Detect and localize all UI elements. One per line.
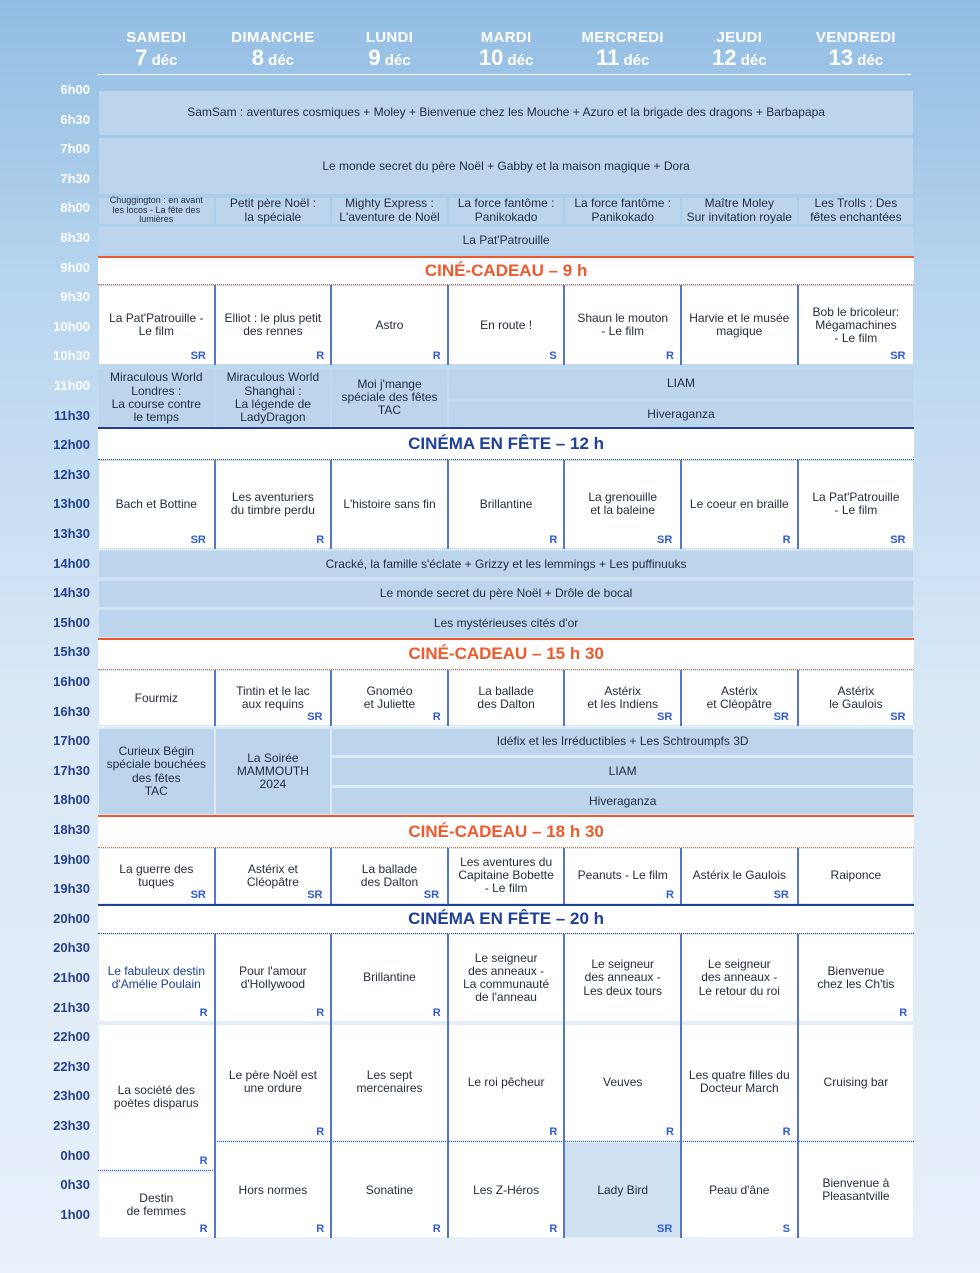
program-cell[interactable]: Le seigneur des anneaux - La communauté de l'anneau <box>449 935 564 1022</box>
time-label: 16h30 <box>53 703 90 719</box>
rating-badge-r: R <box>432 711 441 724</box>
program-cell[interactable]: Sonatine <box>332 1143 447 1237</box>
column-divider <box>447 848 449 904</box>
rating-badge-sr: SR <box>657 533 673 546</box>
program-cell[interactable]: Cruising bar <box>799 1025 914 1140</box>
program-cell[interactable]: La force fantôme : Panikokado <box>565 198 680 224</box>
rating-badge-r: R <box>316 1007 325 1020</box>
program-cell[interactable]: Astérix et les Indiens <box>565 671 680 725</box>
column-divider <box>330 670 332 726</box>
column-divider <box>447 670 449 726</box>
banner-title: CINÉ-CADEAU – 15 h 30 <box>98 638 914 671</box>
program-cell[interactable]: Les aventuriers du timbre perdu <box>216 461 331 548</box>
day-month: déc <box>380 52 411 69</box>
time-label: 13h30 <box>53 526 90 541</box>
day-month: déc <box>853 52 884 69</box>
rating-badge-s: S <box>549 350 557 363</box>
rating-badge-r: R <box>666 350 674 363</box>
program-cell[interactable]: Le seigneur des anneaux - Le retour du roi <box>682 935 797 1022</box>
rating-badge-sr: SR <box>190 350 206 363</box>
time-label: 17h30 <box>53 762 90 778</box>
program-cell[interactable]: La guerre des tuques <box>99 849 214 903</box>
day-name: LUNDI <box>365 29 414 46</box>
program-cell[interactable]: Astérix le Gaulois <box>799 671 914 725</box>
time-label: 20h30 <box>53 940 90 956</box>
rating-badge-sr: SR <box>190 889 206 901</box>
column-divider <box>680 285 682 365</box>
program-cell[interactable]: Veuves <box>565 1025 680 1140</box>
day-date <box>681 47 798 69</box>
column-divider <box>214 934 216 1239</box>
program-cell[interactable]: Miraculous World Londres : La course contre le temps <box>99 369 214 426</box>
rating-badge-r: R <box>432 1007 441 1020</box>
day-month: déc <box>736 52 767 69</box>
day-date <box>564 47 681 69</box>
day-date <box>448 47 565 69</box>
program-cell[interactable]: Les quatre filles du Docteur March <box>682 1025 797 1140</box>
time-label: 6h30 <box>60 111 90 127</box>
time-label: 10h00 <box>53 318 90 334</box>
column-divider <box>680 460 682 549</box>
time-label: 12h30 <box>53 466 90 482</box>
time-label: 13h00 <box>53 496 90 512</box>
time-label: 22h00 <box>53 1029 90 1045</box>
time-label: 12h00 <box>53 437 90 453</box>
program-span[interactable]: La Pat'Patrouille <box>99 227 913 253</box>
column-divider <box>330 934 332 1239</box>
day-month: déc <box>264 52 295 69</box>
rating-badge-r: R <box>549 533 558 546</box>
program-cell[interactable]: La force fantôme : Panikokado <box>449 198 564 224</box>
day-name: SAMEDI <box>126 29 187 46</box>
program-cell[interactable]: La Pat'Patrouille - Le film <box>799 461 914 548</box>
column-divider <box>563 285 565 365</box>
column-divider <box>214 460 216 549</box>
program-span[interactable]: Le monde secret du père Noël + Drôle de bocal <box>99 581 913 607</box>
column-divider <box>797 285 799 365</box>
time-label: 14h30 <box>53 585 90 601</box>
program-cell[interactable]: Bienvenue à Pleasantville <box>799 1143 914 1237</box>
program-span[interactable]: Le monde secret du père Noël + Gabby et la maison magique + Dora <box>99 138 913 194</box>
day-number: 9 <box>368 45 381 70</box>
program-cell[interactable]: Chuggington : en avant les locos - La fête des lumières <box>99 198 214 224</box>
rating-badge-r: R <box>782 533 791 546</box>
day-header <box>215 30 332 69</box>
column-divider <box>330 848 332 904</box>
program-cell[interactable]: Peau d'âne <box>682 1143 797 1237</box>
column-divider <box>680 848 682 904</box>
rating-badge-sr: SR <box>890 350 906 363</box>
rating-badge-sr: SR <box>307 711 323 724</box>
time-label: 1h00 <box>60 1206 90 1222</box>
program-cell[interactable]: Harvie et le musée magique <box>682 286 797 364</box>
time-label: 14h00 <box>53 555 90 571</box>
time-label: 16h00 <box>53 674 90 689</box>
column-divider <box>563 848 565 904</box>
dotted-separator <box>98 1170 215 1171</box>
rating-badge-sr: SR <box>890 533 906 546</box>
day-month: déc <box>147 52 178 69</box>
rating-badge-sr: SR <box>423 889 440 901</box>
day-header <box>331 30 448 69</box>
rating-badge-r: R <box>549 1223 558 1236</box>
banner-title: CINÉMA EN FÊTE – 12 h <box>98 427 914 460</box>
day-month: déc <box>503 52 534 69</box>
banner-title: CINÉ-CADEAU – 18 h 30 <box>98 815 914 848</box>
time-label: 8h00 <box>60 200 90 216</box>
day-number: 12 <box>712 45 737 70</box>
column-divider <box>214 670 216 726</box>
time-label: 20h00 <box>53 910 90 926</box>
rating-badge-sr: SR <box>307 889 323 901</box>
day-name: MERCREDI <box>581 29 664 46</box>
day-header <box>98 30 215 69</box>
time-label: 0h00 <box>60 1147 90 1163</box>
time-label: 18h00 <box>53 792 90 808</box>
rating-badge-sr: SR <box>773 889 789 901</box>
time-label: 10h30 <box>53 348 90 364</box>
program-cell[interactable]: Hors normes <box>216 1143 331 1237</box>
program-cell[interactable]: Les Z-Héros <box>449 1143 564 1237</box>
day-number: 7 <box>135 45 148 70</box>
program-cell[interactable]: Brillantine <box>332 935 447 1022</box>
rating-badge-r: R <box>199 1155 208 1168</box>
program-cell[interactable]: En route ! <box>449 286 564 364</box>
day-date <box>215 47 332 69</box>
program-cell[interactable]: Curieux Bégin spéciale bouchées des fêtes TAC <box>99 729 214 814</box>
day-number: 11 <box>596 45 620 70</box>
program-cell[interactable]: Astérix le Gaulois <box>682 849 797 903</box>
rating-badge-r: R <box>666 1125 674 1138</box>
program-cell[interactable]: Gnoméo et Juliette <box>332 671 447 725</box>
column-divider <box>680 670 682 726</box>
time-label: 18h30 <box>53 822 90 837</box>
program-cell[interactable]: Raiponce <box>799 849 914 903</box>
program-span[interactable]: Cracké, la famille s'éclate + Grizzy et les lemmings + Les puffinuuks <box>99 551 913 577</box>
time-label: 17h00 <box>53 733 90 749</box>
program-cell[interactable]: La Pat'Patrouille - Le film <box>99 286 214 364</box>
banner-title: CINÉ-CADEAU – 9 h <box>98 256 914 286</box>
program-span[interactable]: Hiveraganza <box>332 788 913 814</box>
column-divider <box>563 670 565 726</box>
rating-badge-sr: SR <box>190 533 206 546</box>
column-divider <box>563 934 565 1239</box>
day-month: déc <box>619 52 650 69</box>
program-cell[interactable]: Petit père Noël : la spéciale <box>216 198 331 224</box>
day-header <box>564 30 681 69</box>
program-cell[interactable]: Maître Moley Sur invitation royale <box>682 198 797 224</box>
program-cell[interactable]: Bienvenue chez les Ch'tis <box>799 935 914 1022</box>
time-label: 11h00 <box>53 378 90 393</box>
program-cell[interactable]: Brillantine <box>449 461 564 548</box>
program-cell[interactable]: La grenouille et la baleine <box>565 461 680 548</box>
program-cell[interactable]: La ballade des Dalton <box>449 671 564 725</box>
program-cell[interactable]: Les sept mercenaires <box>332 1025 447 1140</box>
day-number: 8 <box>251 45 264 70</box>
program-cell[interactable]: L'histoire sans fin <box>332 461 447 548</box>
time-label: 23h30 <box>53 1118 90 1133</box>
dotted-separator <box>98 726 914 727</box>
program-cell[interactable]: Le roi pêcheur <box>449 1025 564 1140</box>
day-number: 13 <box>828 45 854 70</box>
column-divider <box>447 934 449 1239</box>
program-cell[interactable]: Bach et Bottine <box>99 461 214 548</box>
rating-badge-sr: SR <box>890 711 906 724</box>
program-cell[interactable]: La Soirée MAMMOUTH 2024 <box>216 729 331 814</box>
program-cell[interactable]: Bob le bricoleur: Mégamachines - Le film <box>799 286 914 364</box>
day-name: MARDI <box>480 29 532 46</box>
program-cell[interactable]: Destin de femmes <box>99 1173 214 1238</box>
program-cell[interactable]: Le fabuleux destin d'Amélie Poulain <box>99 935 214 1022</box>
time-label: 7h00 <box>60 141 90 157</box>
rating-badge-sr: SR <box>657 1223 673 1236</box>
program-cell[interactable]: Le père Noël est une ordure <box>216 1025 331 1140</box>
program-cell[interactable]: Les Trolls : Des fêtes enchantées <box>799 198 914 224</box>
day-header <box>681 30 798 69</box>
program-cell[interactable]: Astérix et Cléopâtre <box>216 849 331 903</box>
rating-badge-s: S <box>782 1223 790 1236</box>
program-cell[interactable]: La ballade des Dalton <box>332 849 447 903</box>
rating-badge-r: R <box>316 1223 325 1236</box>
column-divider <box>330 285 332 365</box>
day-name: VENDREDI <box>815 29 896 46</box>
day-header <box>798 30 915 69</box>
program-cell[interactable]: Pour l'amour d'Hollywood <box>216 935 331 1022</box>
program-span[interactable]: LIAM <box>332 758 913 784</box>
program-cell[interactable]: Tintin et le lac aux requins <box>216 671 331 725</box>
rating-badge-r: R <box>432 350 441 363</box>
program-cell[interactable]: Miraculous World Shanghai : La légende de LadyDragon <box>216 369 331 426</box>
rating-badge-sr: SR <box>657 711 673 724</box>
rating-badge-r: R <box>316 350 325 363</box>
time-label: 15h30 <box>53 644 90 660</box>
time-label: 21h30 <box>53 999 90 1015</box>
rating-badge-r: R <box>316 533 325 546</box>
time-label: 22h30 <box>53 1058 90 1074</box>
column-divider <box>563 460 565 549</box>
rating-badge-r: R <box>199 1007 208 1020</box>
time-label: 6h00 <box>60 82 90 97</box>
program-span[interactable]: Idéfix et les Irréductibles + Les Schtroumpfs 3D <box>332 729 913 755</box>
program-cell[interactable]: Moi j'mange spéciale des fêtes TAC <box>332 369 447 426</box>
program-span[interactable]: SamSam : aventures cosmiques + Moley + Bienvenue chez les Mouche + Azuro et la brigade des dragons + Barbapapa <box>99 91 913 135</box>
day-date <box>331 47 448 69</box>
program-cell[interactable]: Le coeur en braille <box>682 461 797 548</box>
time-label: 19h00 <box>53 851 90 867</box>
time-label: 21h00 <box>53 970 90 985</box>
column-divider <box>797 670 799 726</box>
rating-badge-r: R <box>549 1125 558 1138</box>
rating-badge-r: R <box>199 1223 208 1236</box>
day-name: JEUDI <box>716 29 763 46</box>
time-label: 8h30 <box>60 230 90 245</box>
time-label: 19h30 <box>53 881 90 897</box>
program-cell[interactable]: La société des poètes disparus <box>99 1025 214 1170</box>
banner-title: CINÉMA EN FÊTE – 20 h <box>98 904 914 934</box>
program-cell[interactable]: Peanuts - Le film <box>565 849 680 903</box>
day-number: 10 <box>478 45 504 70</box>
time-label: 9h30 <box>60 289 90 305</box>
program-cell[interactable]: Mighty Express : L'aventure de Noël <box>332 198 447 224</box>
program-span[interactable]: LIAM <box>449 369 913 398</box>
rating-badge-r: R <box>666 889 674 901</box>
column-divider <box>330 460 332 549</box>
time-label: 7h30 <box>60 170 90 186</box>
time-label: 9h00 <box>60 259 90 275</box>
day-date <box>98 47 215 69</box>
program-cell[interactable]: Fourmiz <box>99 671 214 725</box>
column-divider <box>797 848 799 904</box>
program-cell[interactable]: Elliot : le plus petit des rennes <box>216 286 331 364</box>
program-cell[interactable]: Astérix et Cléopâtre <box>682 671 797 725</box>
dotted-separator <box>98 549 914 550</box>
column-divider <box>214 285 216 365</box>
rating-badge-r: R <box>782 1125 791 1138</box>
day-header <box>448 30 565 69</box>
program-cell[interactable]: Astro <box>332 286 447 364</box>
rating-badge-sr: SR <box>773 711 789 724</box>
column-divider <box>797 934 799 1239</box>
program-cell[interactable]: Shaun le mouton - Le film <box>565 286 680 364</box>
time-label: 0h30 <box>60 1177 90 1193</box>
column-divider <box>214 848 216 904</box>
column-divider <box>447 460 449 549</box>
program-cell[interactable]: Le seigneur des anneaux - Les deux tours <box>565 935 680 1022</box>
program-span[interactable]: Hiveraganza <box>449 402 913 427</box>
rating-badge-r: R <box>899 1007 908 1020</box>
rating-badge-r: R <box>432 1223 441 1236</box>
day-date <box>798 47 915 69</box>
time-label: 23h00 <box>53 1088 90 1104</box>
column-divider <box>680 934 682 1239</box>
rating-badge-r: R <box>316 1125 325 1138</box>
program-cell[interactable]: Lady Bird <box>565 1143 680 1237</box>
program-cell[interactable]: Les aventures du Capitaine Bobette - Le film <box>449 849 564 903</box>
program-span[interactable]: Les mystérieuses cités d'or <box>99 610 913 636</box>
column-divider <box>447 285 449 365</box>
time-label: 15h00 <box>53 614 90 630</box>
column-divider <box>797 460 799 549</box>
time-label: 11h30 <box>53 407 90 423</box>
header-divider <box>98 74 911 75</box>
day-name: DIMANCHE <box>231 29 315 46</box>
